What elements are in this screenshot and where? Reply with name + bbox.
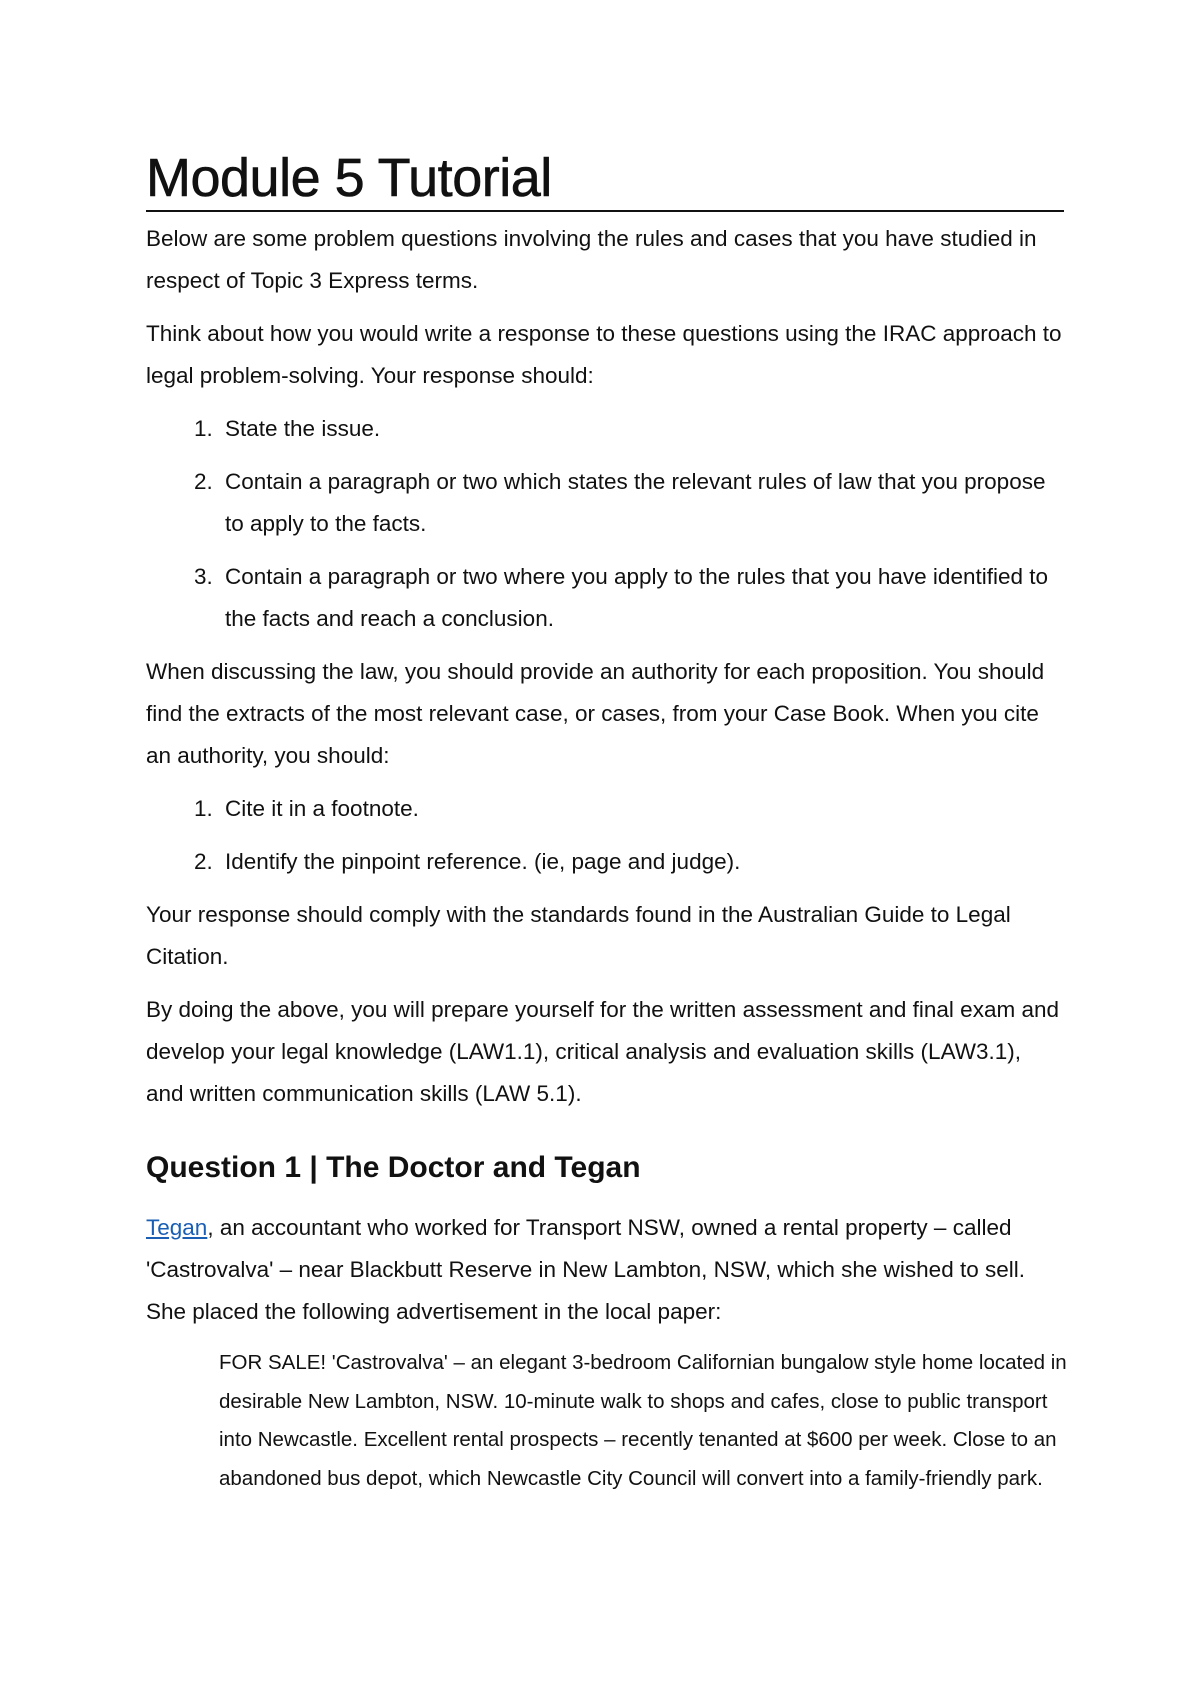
intro-paragraph-4: Your response should comply with the standards found in the Australian Guide to Legal Citation. (146, 902, 1011, 969)
question-1-heading: Question 1 | The Doctor and Tegan (146, 1151, 641, 1184)
list-item: 2. Identify the pinpoint reference. (ie, page and judge). (219, 841, 1064, 883)
intro-paragraph-2: Think about how you would write a response to these questions using the IRAC approach to legal problem-solving. Your response should: (146, 321, 1062, 388)
list-item: 2. Contain a paragraph or two which states the relevant rules of law that you propose to apply to the facts. (219, 461, 1064, 545)
document-page (146, 148, 1067, 1498)
irac-steps-list (146, 408, 1064, 640)
page-title: Module 5 Tutorial (146, 148, 1064, 212)
list-item: 3. Contain a paragraph or two where you apply to the rules that you have identified to the facts and reach a conclusion. (219, 556, 1064, 640)
intro-paragraph-1: Below are some problem questions involving the rules and cases that you have studied in respect of Topic 3 Express terms. (146, 226, 1037, 293)
intro-paragraph-3: When discussing the law, you should provide an authority for each proposition. You should find the extracts of the most relevant case, or cases, from your Case Book. When you cite an authority, you should: (146, 659, 1045, 768)
question-1-body (146, 1207, 1064, 1333)
citation-steps-list (146, 788, 1064, 883)
question-1-body-text: , an accountant who worked for Transport NSW, owned a rental property – called 'Castrovalva' – near Blackbutt Reserve in New Lambton, NSW, which she wished to sell. She placed the following advertisement in the local paper: (146, 1215, 1025, 1324)
list-item: 1. Cite it in a footnote. (219, 788, 1064, 830)
intro-paragraph-5: By doing the above, you will prepare yourself for the written assessment and final exam and develop your legal knowledge (LAW1.1), critical analysis and evaluation skills (LAW3.1), and written communication skills (LAW 5.1). (146, 997, 1059, 1106)
list-item: 1. State the issue. (219, 408, 1064, 450)
advertisement-quote: FOR SALE! 'Castrovalva' – an elegant 3-bedroom Californian bungalow style home located in desirable New Lambton, NSW. 10-minute walk to shops and cafes, close to public transport into Newcastle. Excellent rental prospects – recently tenanted at $600 per week. Close to an abandoned bus depot, which Newcastle City Council will convert into a family-friendly park. (219, 1351, 1067, 1490)
tegan-link[interactable]: Tegan (146, 1215, 208, 1240)
